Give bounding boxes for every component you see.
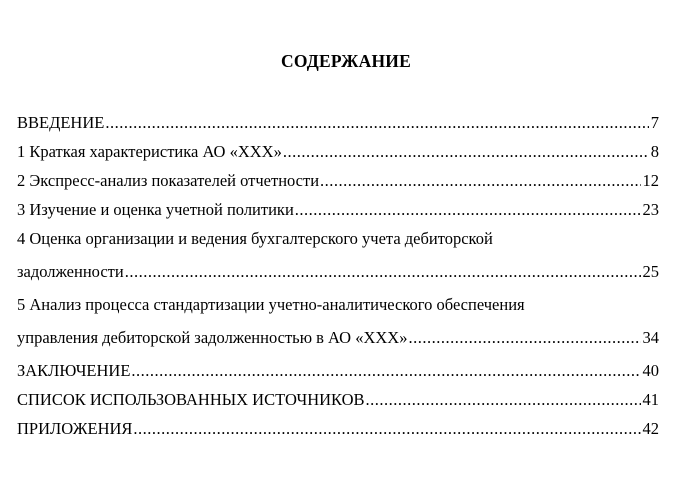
toc-entry-text: 1 Краткая характеристика АО «ХХХ»: [17, 142, 282, 161]
toc-entry-introduction: [17, 111, 659, 140]
toc-entry-page: 12: [642, 171, 659, 190]
toc-entry-page: 7: [650, 113, 659, 132]
toc-entry-5: [17, 326, 659, 359]
toc-entry-page: 41: [642, 390, 659, 409]
toc-entry-2: [17, 169, 659, 198]
toc-entry-page: 40: [642, 361, 659, 380]
toc-entry-page: 8: [650, 142, 659, 161]
toc-leader-dots: [283, 140, 649, 164]
toc-entry-page: 23: [642, 200, 659, 219]
toc-leader-dots: [105, 111, 648, 135]
toc-leader-dots: [320, 169, 640, 193]
toc-entry-1: [17, 140, 659, 169]
toc-entry-text: ПРИЛОЖЕНИЯ: [17, 419, 133, 438]
toc-entry-page: 34: [642, 328, 659, 347]
toc-leader-dots: [133, 417, 640, 441]
toc-entry-references: [17, 388, 659, 417]
toc-entry-text: ВВЕДЕНИЕ: [17, 113, 105, 132]
toc-leader-dots: [408, 326, 640, 350]
toc-entry-5-line1: 5 Анализ процесса стандартизации учетно-аналитического обеспечения: [17, 295, 525, 314]
toc-entry-conclusion: [17, 359, 659, 388]
toc-entry-page: 42: [642, 419, 659, 438]
toc-entry-text: СПИСОК ИСПОЛЬЗОВАННЫХ ИСТОЧНИКОВ: [17, 390, 365, 409]
toc-entry-appendices: [17, 417, 659, 446]
toc-entry-4: [17, 260, 659, 293]
toc-list: [17, 111, 659, 446]
toc-entry-text: 3 Изучение и оценка учетной политики: [17, 200, 294, 219]
toc-entry-text: 2 Экспресс-анализ показателей отчетности: [17, 171, 320, 190]
toc-entry-page: 25: [642, 262, 659, 281]
toc-leader-dots: [366, 388, 641, 412]
toc-entry-3: [17, 198, 659, 227]
toc-leader-dots: [295, 198, 641, 222]
toc-entry-text: управления дебиторской задолженностью в АО «ХХХ»: [17, 328, 408, 347]
toc-leader-dots: [131, 359, 640, 383]
toc-leader-dots: [125, 260, 641, 284]
toc-entry-4-line1: 4 Оценка организации и ведения бухгалтерского учета дебиторской: [17, 229, 493, 248]
toc-entry-text: ЗАКЛЮЧЕНИЕ: [17, 361, 131, 380]
toc-title: СОДЕРЖАНИЕ: [280, 51, 411, 71]
toc-entry-text: задолженности: [17, 262, 124, 281]
